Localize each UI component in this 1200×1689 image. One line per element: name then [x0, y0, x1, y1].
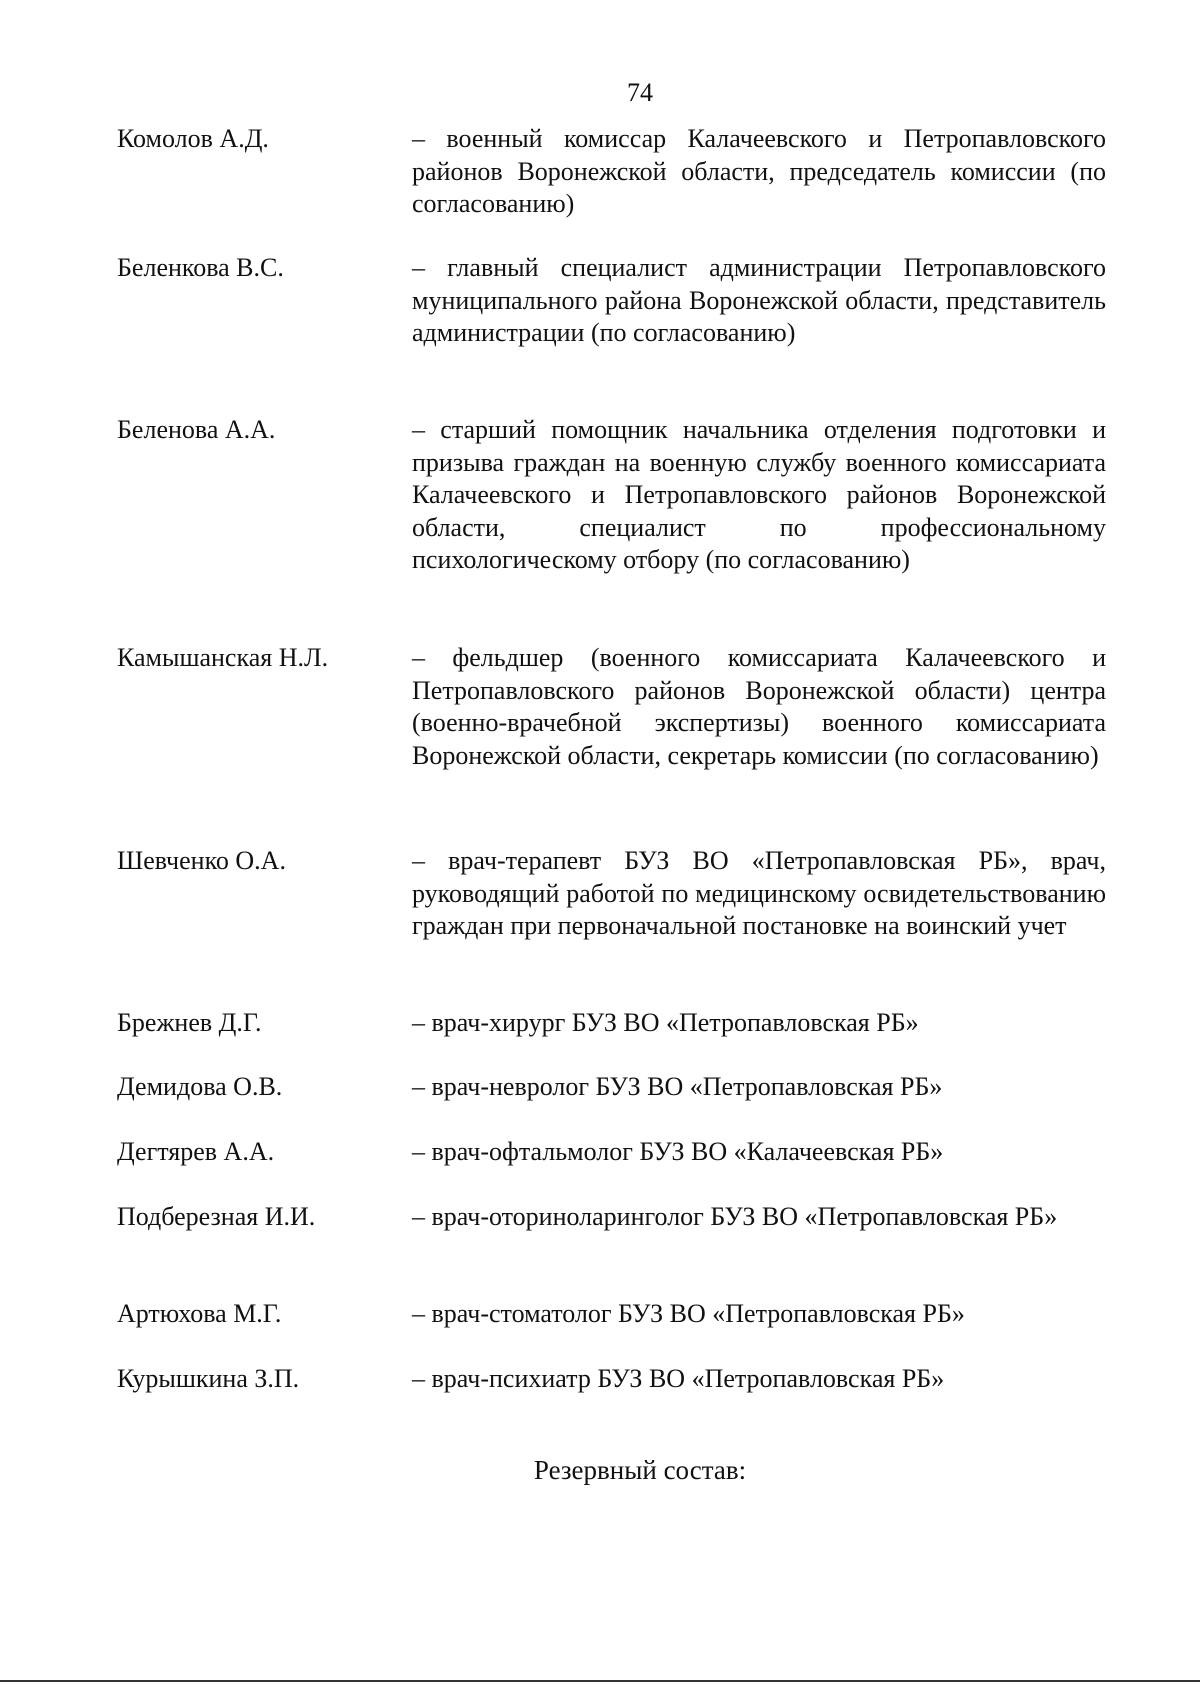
member-role: – врач-офтальмолог БУЗ ВО «Калачеевская РБ» [412, 1137, 944, 1166]
member-name: Камышанская Н.Л. [117, 643, 329, 672]
reserve-heading: Резервный состав: [533, 1455, 747, 1485]
member-name: Беленкова В.С. [117, 253, 284, 282]
member-role: – врач-стоматолог БУЗ ВО «Петропавловская РБ» [412, 1299, 965, 1328]
member-name: Комолов А.Д. [117, 124, 269, 153]
member-name: Брежнев Д.Г. [117, 1008, 262, 1037]
member-role: – врач-оториноларинголог БУЗ ВО «Петропавловская РБ» [412, 1202, 1058, 1231]
page-number: 74 [627, 78, 653, 107]
member-role: – врач-терапевт БУЗ ВО «Петропавловская РБ», врач, руководящий работой по медицинскому освидетельствованию граждан при первоначальной постановке на воинский учет [412, 846, 1106, 940]
member-role: – врач-невролог БУЗ ВО «Петропавловская РБ» [412, 1072, 943, 1101]
member-role: – военный комиссар Калачеевского и Петропавловского районов Воронежской области, председатель комиссии (по согласованию) [412, 124, 1106, 218]
member-role: – фельдшер (военного комиссариата Калачеевского и Петропавловского районов Воронежской области) центра (военно-врачебной экспертизы) военного комиссариата Воронежской области, секретарь комиссии (по согласованию) [412, 643, 1106, 770]
member-name: Дегтярев А.А. [117, 1137, 275, 1166]
member-name: Подберезная И.И. [117, 1202, 316, 1231]
member-name: Демидова О.В. [117, 1072, 283, 1101]
member-name: Артюхова М.Г. [117, 1299, 282, 1328]
member-role: – старший помощник начальника отделения подготовки и призыва граждан на военную службу военного комиссариата Калачеевского и Петропавловского районов Воронежской области, специалист по профессиональному психологическому отбору (по согласованию) [412, 415, 1106, 574]
member-role: – врач-хирург БУЗ ВО «Петропавловская РБ» [412, 1008, 919, 1037]
member-role: – врач-психиатр БУЗ ВО «Петропавловская РБ» [412, 1364, 945, 1393]
member-name: Беленова А.А. [117, 415, 276, 444]
member-name: Шевченко О.А. [117, 846, 286, 875]
bottom-divider [0, 1680, 1200, 1682]
member-role: – главный специалист администрации Петропавловского муниципального района Воронежской области, представитель администрации (по согласованию) [412, 253, 1106, 347]
member-name: Курышкина З.П. [117, 1364, 300, 1393]
